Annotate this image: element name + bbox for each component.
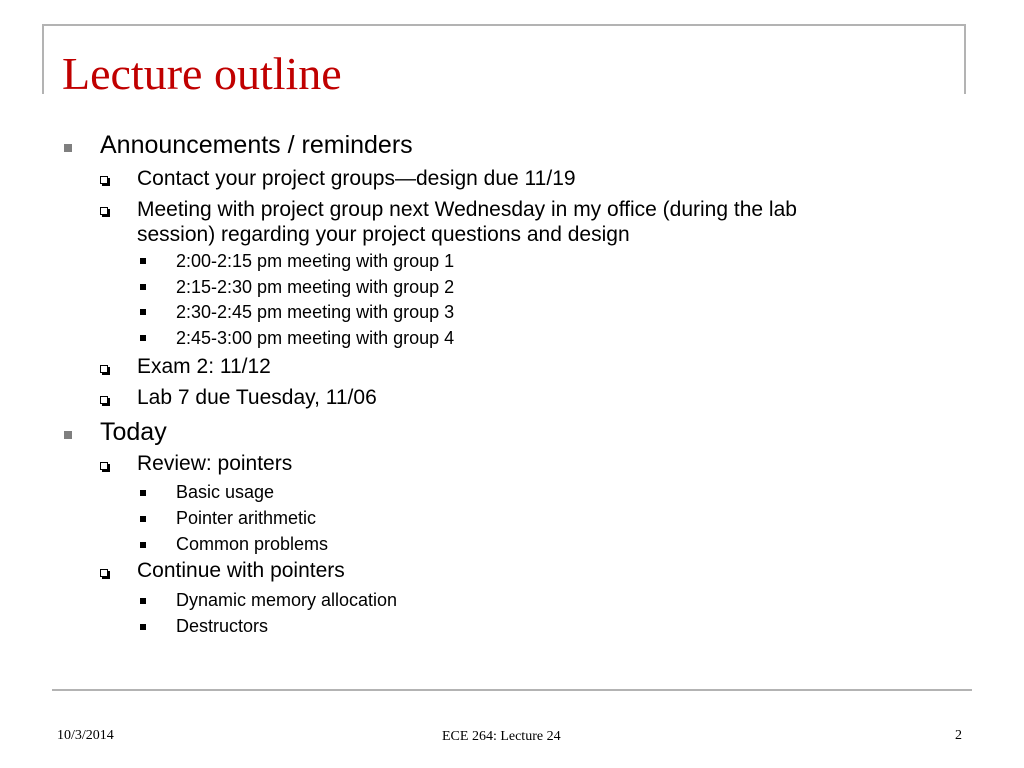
bullet-small-square-icon xyxy=(140,258,146,264)
bullet-small-square-icon xyxy=(140,542,146,548)
footer-date: 10/3/2014 xyxy=(57,728,114,743)
bullet-small-square-icon xyxy=(140,309,146,315)
bullet-hollow-square-icon xyxy=(100,462,108,470)
bullet-basic-usage: Basic usage xyxy=(176,482,275,502)
bullet-today: Today xyxy=(100,418,167,446)
bullet-announcements: Announcements / reminders xyxy=(100,131,413,159)
bullet-common-problems: Common problems xyxy=(176,534,329,554)
frame-top-line xyxy=(42,24,966,26)
bullet-meeting-line2: session) regarding your project questions and design xyxy=(137,223,630,246)
bullet-pointer-arithmetic: Pointer arithmetic xyxy=(176,508,317,528)
bullet-small-square-icon xyxy=(140,284,146,290)
footer-divider xyxy=(52,689,972,691)
bullet-group4: 2:45-3:00 pm meeting with group 4 xyxy=(176,328,455,348)
bullet-square-icon xyxy=(64,144,72,152)
bullet-group2: 2:15-2:30 pm meeting with group 2 xyxy=(176,277,455,297)
bullet-small-square-icon xyxy=(140,516,146,522)
bullet-hollow-square-icon xyxy=(100,396,108,404)
bullet-small-square-icon xyxy=(140,624,146,630)
frame-left-line xyxy=(42,24,44,94)
bullet-lab7: Lab 7 due Tuesday, 11/06 xyxy=(137,386,377,409)
bullet-group3: 2:30-2:45 pm meeting with group 3 xyxy=(176,302,455,322)
frame-right-line xyxy=(964,24,966,94)
footer-page-number: 2 xyxy=(955,728,962,743)
footer-course: ECE 264: Lecture 24 xyxy=(442,729,561,744)
bullet-hollow-square-icon xyxy=(100,365,108,373)
bullet-exam2: Exam 2: 11/12 xyxy=(137,355,271,378)
bullet-square-icon xyxy=(64,431,72,439)
bullet-group1: 2:00-2:15 pm meeting with group 1 xyxy=(176,251,455,271)
bullet-small-square-icon xyxy=(140,490,146,496)
bullet-destructors: Destructors xyxy=(176,616,269,636)
bullet-dynamic-memory: Dynamic memory allocation xyxy=(176,590,398,610)
bullet-hollow-square-icon xyxy=(100,207,108,215)
bullet-continue-pointers: Continue with pointers xyxy=(137,559,345,582)
bullet-meeting-line1: Meeting with project group next Wednesday in my office (during the lab xyxy=(137,198,797,221)
bullet-small-square-icon xyxy=(140,598,146,604)
slide-title: Lecture outline xyxy=(62,48,342,99)
bullet-review-pointers: Review: pointers xyxy=(137,452,293,475)
bullet-contact-groups: Contact your project groups—design due 11/19 xyxy=(137,167,576,190)
bullet-hollow-square-icon xyxy=(100,176,108,184)
bullet-hollow-square-icon xyxy=(100,569,108,577)
bullet-small-square-icon xyxy=(140,335,146,341)
